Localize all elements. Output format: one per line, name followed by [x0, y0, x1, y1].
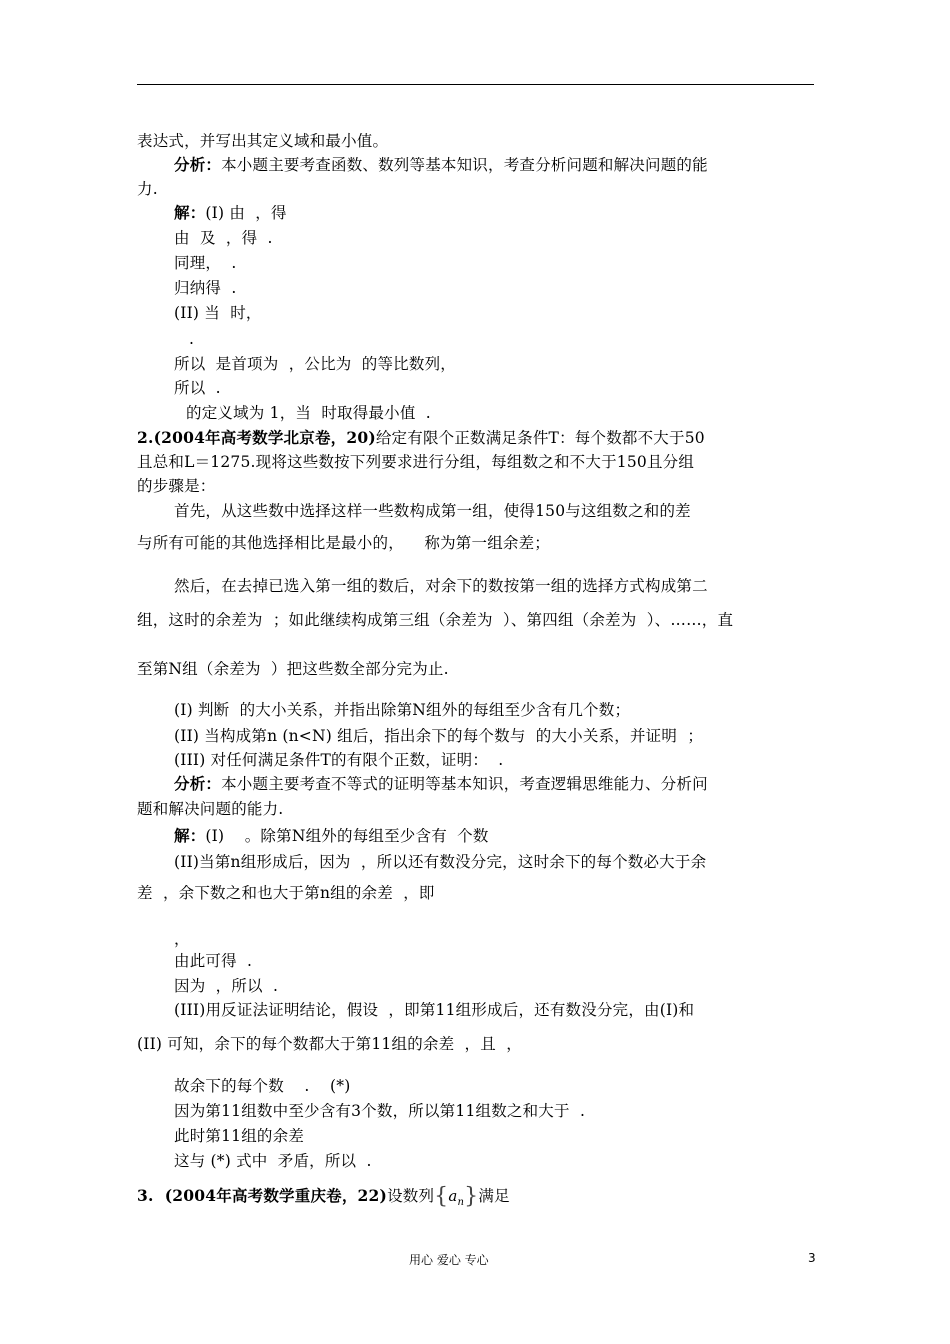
text-line: [174, 1126, 304, 1146]
line-text: (II) 当构成第n (n<N) 组后，指出余下的每个数与 的大小关系，并证明 ；: [174, 727, 704, 745]
text-line: [174, 253, 236, 273]
line-text: 本小题主要考查函数、数列等基本知识，考查分析问题和解决问题的能: [221, 156, 708, 174]
text-line: [174, 976, 278, 996]
page-number: 3: [808, 1251, 816, 1265]
line-text: 所以 .: [174, 379, 221, 397]
line-text: 故余下的每个数 . (*): [174, 1077, 351, 1095]
line-text: 与所有可能的其他选择相比是最小的， 称为第一组余差；: [137, 534, 551, 552]
text-line: [174, 155, 708, 175]
text-line: [137, 610, 733, 630]
bold-label: 分析：: [174, 155, 222, 174]
line-text: 至第N组（余差为 ）把这些数全部分完为止.: [137, 660, 449, 678]
text-line: [174, 929, 190, 949]
line-text: 首先，从这些数中选择这样一些数构成第一组，使得150与这组数之和的差: [174, 502, 691, 520]
sequence-symbol: $\{a_n\}$: [434, 1184, 479, 1209]
line-text: 且总和L＝1275.现将这些数按下列要求进行分组，每组数之和不大于150且分组: [137, 453, 695, 471]
header-rule: [137, 84, 814, 85]
line-text: (II) 当 时，: [174, 304, 262, 322]
text-line: [137, 179, 158, 199]
line-text: 然后，在去掉已选入第一组的数后，对余下的数按第一组的选择方式构成第二: [174, 577, 708, 595]
text-line: [174, 228, 273, 248]
text-line: [174, 1076, 351, 1096]
text-line: [174, 303, 262, 323]
text-line: [137, 659, 449, 679]
text-line: [137, 1186, 510, 1213]
line-text: (I) 判断 的大小关系，并指出除第N组外的每组至少含有几个数；: [174, 701, 631, 719]
line-text: 的步骤是：: [137, 477, 216, 495]
line-text: 力.: [137, 180, 158, 198]
line-text: (III) 对任何满足条件T的有限个正数，证明： .: [174, 751, 504, 769]
line-text: .: [189, 330, 195, 348]
text-line: [174, 852, 706, 872]
line-text: 由此可得 .: [174, 952, 253, 970]
line-text: 设数列: [387, 1187, 435, 1205]
footer-slogan: 用心 爱心 专心: [409, 1253, 489, 1267]
text-line: [137, 476, 216, 496]
text-line: [189, 329, 194, 349]
text-line: [174, 951, 252, 971]
line-text: 因为第11组数中至少含有3个数，所以第11组数之和大于 .: [174, 1102, 586, 1120]
text-line: [174, 750, 503, 770]
line-text: 本小题主要考查不等式的证明等基本知识，考查逻辑思维能力、分析问: [221, 775, 708, 793]
line-text: ，: [174, 930, 190, 948]
line-text: 的定义域为 1，当 时取得最小值 .: [186, 404, 431, 422]
line-text: (I) 由 ，得: [205, 204, 287, 222]
line-text: 所以 是首项为 ，公比为 的等比数列，: [174, 355, 456, 373]
text-line: [174, 826, 489, 846]
text-line: [174, 1151, 372, 1171]
line-text: 因为 ，所以 .: [174, 977, 279, 995]
text-line: [174, 378, 221, 398]
line-text: 同理， .: [174, 254, 237, 272]
line-text: 这与 (*) 式中 矛盾，所以 .: [174, 1152, 372, 1170]
line-text: 表达式，并写出其定义域和最小值。: [137, 132, 389, 150]
text-line: [174, 278, 236, 298]
bold-label: 分析：: [174, 774, 222, 793]
text-line: [174, 576, 708, 596]
text-line: [174, 501, 691, 521]
text-line: [137, 883, 435, 903]
bold-label: 解：: [174, 203, 206, 222]
text-line: [174, 774, 708, 794]
line-text: 由 及 ，得 .: [174, 229, 273, 247]
bold-label: 2.(2004年高考数学北京卷，20): [137, 428, 376, 447]
line-text: (I) 。除第N组外的每组至少含有 个数: [205, 827, 489, 845]
text-line: [137, 428, 705, 448]
bold-label: 解：: [174, 826, 206, 845]
bold-label: 3. (2004年高考数学重庆卷，22): [137, 1186, 388, 1205]
line-text: 组，这时的余差为 ；如此继续构成第三组（余差为 ）、第四组（余差为 ）、……，直: [137, 611, 734, 629]
text-line: [174, 1101, 585, 1121]
text-line: [174, 354, 456, 374]
text-line: [174, 726, 703, 746]
text-line: [137, 799, 283, 819]
text-line: [174, 203, 287, 223]
line-text-after: 满足: [478, 1187, 510, 1205]
line-text: 归纳得 .: [174, 279, 237, 297]
line-text: 此时第11组的余差: [174, 1127, 305, 1145]
text-line: [137, 533, 550, 553]
line-text: (II) 可知，余下的每个数都大于第11组的余差 ，且 ，: [137, 1035, 522, 1053]
text-line: [137, 1034, 522, 1054]
line-text: 题和解决问题的能力.: [137, 800, 284, 818]
line-text: (III)用反证法证明结论，假设 ，即第11组形成后，还有数没分完，由(I)和: [174, 1001, 695, 1019]
line-text: 给定有限个正数满足条件T：每个数都不大于50: [375, 429, 705, 447]
line-text: (II)当第n组形成后，因为 ，所以还有数没分完，这时余下的每个数必大于余: [174, 853, 707, 871]
text-line: [174, 700, 630, 720]
text-line: [186, 403, 431, 423]
line-text: 差 ，余下数之和也大于第n组的余差 ，即: [137, 884, 435, 902]
text-line: [137, 131, 388, 151]
text-line: [174, 1000, 694, 1020]
text-line: [137, 452, 694, 472]
